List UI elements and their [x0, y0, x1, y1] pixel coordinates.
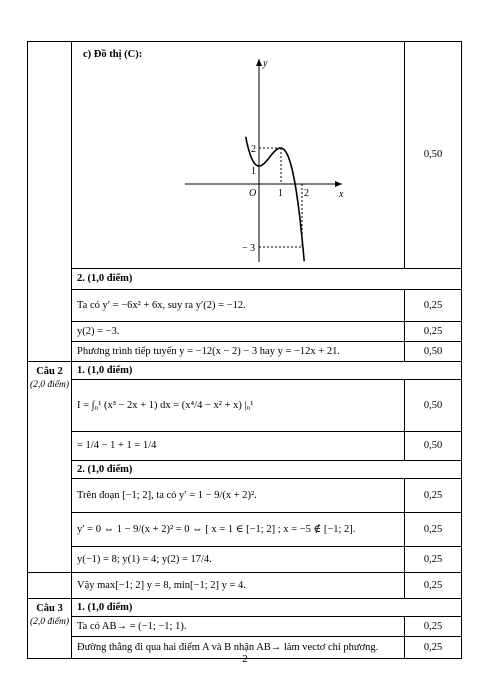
tick-label-y2: 2: [251, 144, 256, 155]
answer-line: Ta có AB→ = (−1; −1; 1).: [72, 617, 405, 637]
part-heading: 1. (1,0 điểm): [72, 599, 462, 617]
tick-label-y1: 1: [251, 166, 256, 177]
table-row: [28, 380, 462, 432]
score-cell: 0,25: [405, 573, 462, 599]
table-row: [28, 573, 462, 599]
score-cell: 0,50: [405, 342, 462, 362]
table-row: [28, 599, 462, 617]
table-row: [28, 461, 462, 479]
x-axis-arrow: [335, 181, 342, 187]
table-row: [28, 513, 462, 547]
answer-line: y′ = 0 ⇔ 1 − 9/(x + 2)² = 0 ⇔ [ x = 1 ∈ [−1; 2] ; x = −5 ∉ [−1; 2].: [72, 513, 405, 547]
score-cell: 0,50: [405, 432, 462, 461]
score-cell: 0,25: [405, 547, 462, 573]
table-row: [28, 290, 462, 322]
score-cell: 0,25: [405, 479, 462, 513]
answer-line: y(2) = −3.: [72, 322, 405, 342]
score-cell: 0,50: [405, 42, 462, 269]
question-cell: [28, 599, 72, 659]
graph-label: c) Đồ thị (C):: [83, 49, 143, 60]
question-label: Câu 2: [36, 366, 63, 377]
question-points: (2,0 điểm): [29, 380, 70, 391]
question-cell: [28, 42, 72, 362]
x-axis-label: x: [339, 189, 344, 200]
answer-line: Phương trình tiếp tuyến y = −12(x − 2) − 3 hay y = −12x + 21.: [72, 342, 405, 362]
score-cell: 0,25: [405, 617, 462, 637]
cubic-graph: [77, 44, 395, 266]
page-number: 2: [242, 653, 248, 665]
table-row: [28, 322, 462, 342]
table-row: [28, 362, 462, 380]
part-heading: 1. (1,0 điểm): [72, 362, 462, 380]
y-axis-label: y: [263, 58, 268, 69]
question-cell: [28, 573, 72, 599]
answer-table: [27, 41, 462, 659]
tick-label-x1: 1: [278, 188, 283, 199]
tick-label-x2: 2: [304, 188, 309, 199]
score-cell: 0,25: [405, 322, 462, 342]
score-cell: 0,25: [405, 637, 462, 659]
table-row: [28, 617, 462, 637]
table-row: [28, 432, 462, 461]
part-heading: 2. (1,0 điểm): [72, 269, 462, 290]
score-cell: 0,50: [405, 380, 462, 432]
origin-label: O: [249, 188, 257, 199]
score-cell: 0,25: [405, 290, 462, 322]
tick-label-ym3: − 3: [242, 243, 256, 254]
answer-line: Trên đoạn [−1; 2], ta có y′ = 1 − 9/(x + 2)².: [72, 479, 405, 513]
answer-line: y(−1) = 8; y(1) = 4; y(2) = 17/4.: [72, 547, 405, 573]
y-axis-arrow: [256, 59, 262, 66]
table-row: [28, 342, 462, 362]
answer-line: Đường thẳng đi qua hai điểm A và B nhận AB→ làm vectơ chỉ phương.: [72, 637, 405, 659]
answer-line: I = ∫₀¹ (x³ − 2x + 1) dx = (x⁴/4 − x² + x) |₀¹: [72, 380, 405, 432]
table-row: [28, 42, 462, 269]
part-heading: 2. (1,0 điểm): [72, 461, 462, 479]
table-row: [28, 479, 462, 513]
graph-cell: [72, 42, 405, 269]
table-row: [28, 269, 462, 290]
score-cell: 0,25: [405, 513, 462, 547]
answer-line: = 1/4 − 1 + 1 = 1/4: [72, 432, 405, 461]
question-points: (2,0 điểm): [29, 617, 70, 628]
answer-line: Vậy max[−1; 2] y = 8, min[−1; 2] y = 4.: [72, 573, 405, 599]
answer-line: Ta có y′ = −6x² + 6x, suy ra y′(2) = −12.: [72, 290, 405, 322]
table-row: [28, 547, 462, 573]
question-label: Câu 3: [36, 603, 63, 614]
question-cell: [28, 362, 72, 573]
